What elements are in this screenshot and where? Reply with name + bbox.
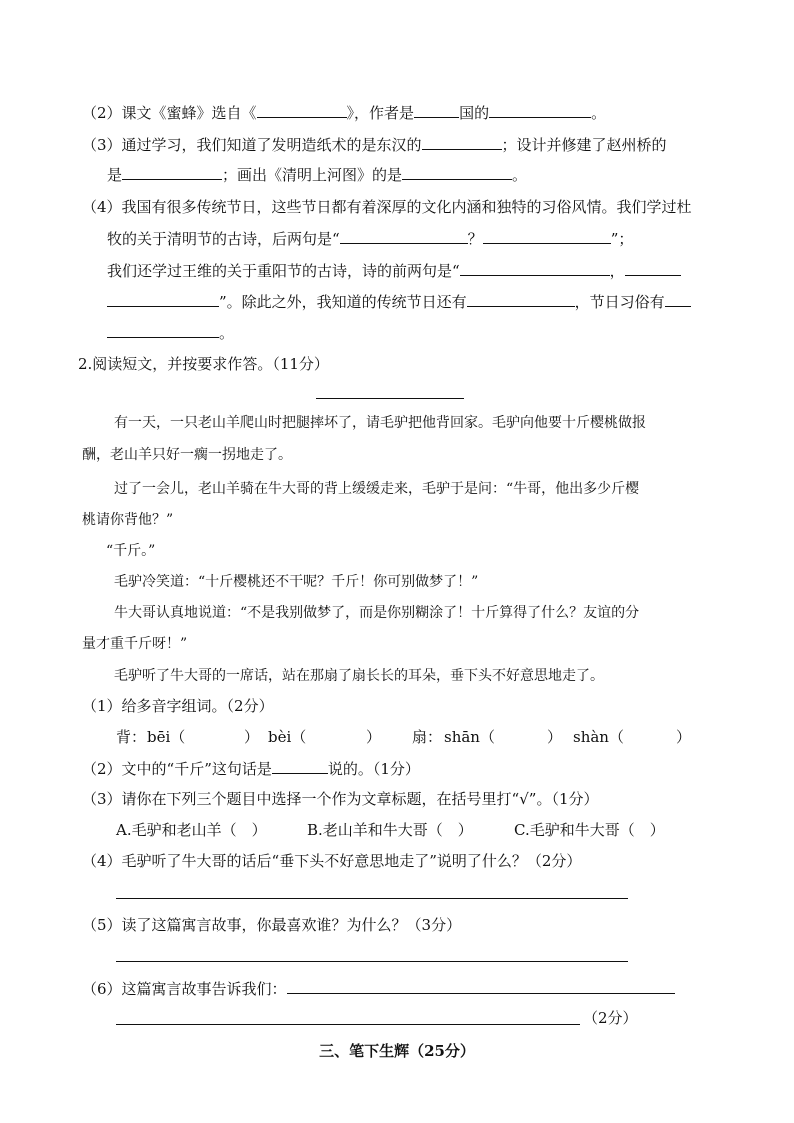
- passage-p1-a: 有一天，一只老山羊爬山时把腿摔坏了，请毛驴把他背回家。毛驴向他要十斤樱桃做报: [114, 415, 646, 431]
- q4-blank-festival[interactable]: [467, 291, 575, 307]
- passage-p4: 毛驴冷笑道：“十斤樱桃还不干呢？千斤！你可别做梦了！”: [114, 574, 479, 590]
- q3-text-4: ；画出《清明上河图》的是: [222, 166, 403, 184]
- q3-text-3: 是: [107, 166, 123, 184]
- passage-p6: 毛驴听了牛大哥的一席话，站在那扇了扇长长的耳朵，垂下头不好意思地走了。: [114, 668, 604, 684]
- rq1-bei-1: bēi（: [147, 728, 186, 746]
- rq6-pre: （6）这篇寓言故事告诉我们：: [82, 980, 287, 998]
- rq4-answer-line[interactable]: [116, 898, 628, 899]
- q4-text-8: 。: [219, 324, 235, 342]
- q3-blank-bridge[interactable]: [122, 164, 222, 180]
- rq5-answer-line[interactable]: [116, 961, 628, 962]
- q2-mid1: 》，作者是: [346, 104, 415, 122]
- rq6-answer-line-1[interactable]: [287, 978, 675, 994]
- rq1-bei-label: 背：: [116, 728, 147, 746]
- passage-p3: “千斤。”: [106, 543, 156, 559]
- q4-text-5: ，: [609, 262, 625, 280]
- q4-text-3: ”；: [610, 230, 634, 248]
- rq3-option-b[interactable]: B.老山羊和牛大哥（ ）: [307, 821, 473, 839]
- rq1-shan-2-close: ）: [676, 728, 692, 746]
- reading-question-6: [82, 978, 675, 999]
- q2-mid2: 国的: [459, 104, 490, 122]
- q4-blank-qingming-4[interactable]: [483, 228, 611, 244]
- rq2-blank-speaker[interactable]: [272, 758, 328, 774]
- q4-blank-qingming-3[interactable]: [340, 228, 468, 244]
- reading-question-1: （1）给多音字组词。（2分）: [82, 697, 274, 715]
- reading-question-4: （4）毛驴听了牛大哥的话后“垂下头不好意思地走了”说明了什么？（2分）: [82, 852, 582, 870]
- rq1-shan-1: shān（: [444, 728, 495, 746]
- reading-question-5: （5）读了这篇寓言故事，你最喜欢谁？为什么？（3分）: [82, 916, 462, 934]
- reading-question-2: [82, 758, 420, 779]
- passage-p5-a: 牛大哥认真地说道：“不是我别做梦了，而是你别糊涂了！十斤算得了什么？友谊的分: [114, 605, 640, 621]
- question-4-line-4: [107, 291, 691, 312]
- q2-blank-country[interactable]: [414, 102, 459, 118]
- question-4-line-5: [107, 322, 234, 343]
- q3-blank-painter[interactable]: [402, 164, 512, 180]
- rq3-option-a[interactable]: A.毛驴和老山羊（ ）: [116, 821, 267, 839]
- rq1-shan-1-close: ）: [547, 728, 563, 746]
- q3-text-5: 。: [512, 166, 528, 184]
- question-4-line-3: [107, 260, 681, 281]
- rq2-pre: （2）文中的“千斤”这句话是: [82, 760, 272, 778]
- question-3-line-2: [107, 164, 527, 185]
- question-3-line-1: [82, 134, 667, 155]
- q3-text-1: （3）通过学习，我们知道了发明造纸术的是东汉的: [82, 136, 422, 154]
- q4-text-7: ，节日习俗有: [574, 293, 665, 311]
- q4-blank-chongyang-2b[interactable]: [107, 291, 219, 307]
- q3-text-2: ；设计并修建了赵州桥的: [501, 136, 667, 154]
- q2-blank-author[interactable]: [489, 102, 591, 118]
- passage-p1-b: 酬，老山羊只好一瘸一拐地走了。: [82, 447, 292, 463]
- q4-blank-chongyang-1[interactable]: [460, 260, 610, 276]
- q4-text-6: ”。除此之外，我知道的传统节日还有: [219, 293, 467, 311]
- q2-pre: （2）课文《蜜蜂》选自《: [82, 104, 257, 122]
- rq1-bei-2-close: ）: [366, 728, 382, 746]
- passage-title-blank[interactable]: [316, 398, 464, 399]
- rq1-bei-1-close: ）: [244, 728, 260, 746]
- q4-blank-custom-b[interactable]: [107, 322, 219, 338]
- q2-end: 。: [591, 104, 607, 122]
- passage-p2-b: 桃请你背他？”: [82, 512, 174, 528]
- question-4-line-2: [107, 228, 633, 249]
- passage-p5-b: 量才重千斤呀！”: [82, 636, 188, 652]
- q2-blank-book[interactable]: [257, 102, 347, 118]
- rq6-answer-line-2[interactable]: [116, 1024, 580, 1025]
- q4-text-4: 我们还学过王维的关于重阳节的古诗，诗的前两句是“: [107, 262, 460, 280]
- q4-blank-custom-a[interactable]: [665, 291, 691, 307]
- q4-blank-chongyang-2a[interactable]: [625, 260, 681, 276]
- section-3-heading: 三、笔下生辉（25分）: [319, 1042, 475, 1060]
- rq2-end: 说的。（1分）: [327, 760, 420, 778]
- question-4-line-1: （4）我国有很多传统节日，这些节日都有着深厚的文化内涵和独特的习俗风情。我们学过杜: [82, 198, 692, 216]
- rq6-score: （2分）: [583, 1009, 638, 1027]
- rq3-option-c[interactable]: C.毛驴和牛大哥（ ）: [514, 821, 665, 839]
- rq1-shan-label: 扇：: [412, 728, 443, 746]
- q3-blank-papermaker[interactable]: [422, 134, 502, 150]
- section-2-heading: 2.阅读短文，并按要求作答。（11分）: [78, 355, 329, 373]
- rq1-bei-2: bèi（: [268, 728, 307, 746]
- q4-text-2: ？: [467, 230, 483, 248]
- reading-question-3: （3）请你在下列三个题目中选择一个作为文章标题，在括号里打“√”。（1分）: [82, 790, 599, 808]
- rq1-shan-2: shàn（: [573, 728, 624, 746]
- passage-p2-a: 过了一会儿，老山羊骑在牛大哥的背上缓缓走来，毛驴于是问：“牛哥，他出多少斤樱: [114, 481, 640, 497]
- question-2-line: [82, 102, 606, 123]
- q4-text-1: 牧的关于清明节的古诗，后两句是“: [107, 230, 340, 248]
